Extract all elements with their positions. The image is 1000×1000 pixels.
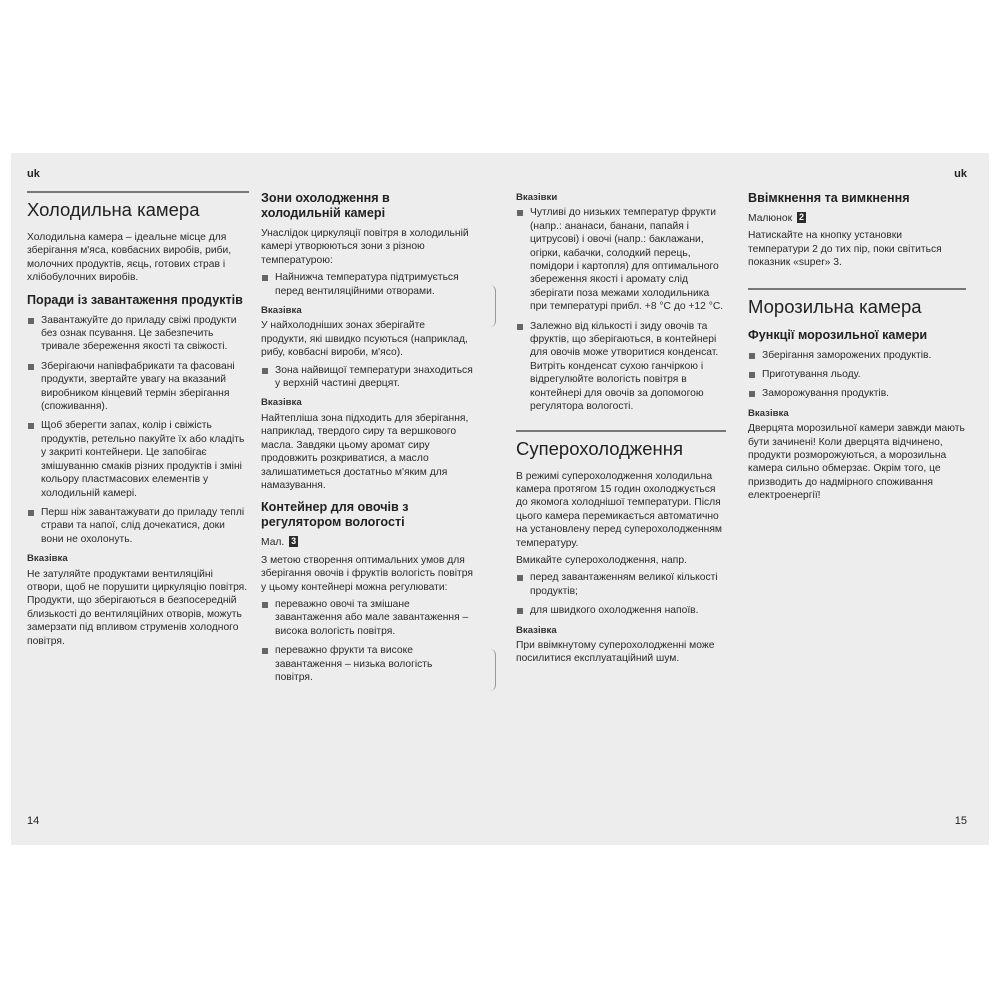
list-item: Щоб зберегти запах, колір і свіжість продуктів, ретельно пакуйте їх або кладіть у закриті контейнери. Це запобігає змішуванню смаків різних продуктів і зміні кольору пластмасових елементів у холодильній камері. — [27, 419, 249, 499]
note-text: Найтепліша зона підходить для зберігання, наприклад, твердого сиру та вершкового масла. Завдяки цьому аромат сиру продовжить розкриватися, а масло залишатиметься достатньо м'яким для намазування. — [261, 412, 469, 491]
list-item: Зона найвищої температури знаходиться у верхній частині дверцят. — [261, 364, 473, 391]
supercooling-list — [516, 571, 726, 617]
right-page — [500, 153, 989, 845]
tips-heading: Поради із завантаження продуктів — [27, 292, 243, 307]
note-label: Вказівка — [261, 397, 302, 409]
supercooling-enable: Вмикайте суперохолодження, напр. — [516, 554, 687, 566]
list-item: Зберігання заморожених продуктів. — [748, 349, 966, 362]
list-item: Заморожування продуктів. — [748, 387, 966, 400]
language-code: uk — [27, 168, 40, 180]
container-heading: Контейнер для овочів з регулятором вологості — [261, 500, 409, 530]
column-freezer — [748, 191, 966, 507]
binding-mark — [487, 649, 496, 691]
note-label: Вказівка — [516, 624, 557, 636]
note-text: Не затуляйте продуктами вентиляційні отвори, щоб не порушити циркуляцію повітря. Продукти, що зберігаються в безпосередній близькості до вентиляційних отворів, можуть замерзати під впливом струменів холодного повітря. — [27, 568, 248, 647]
list-item: для швидкого охолодження напоїв. — [516, 604, 726, 617]
figure-reference — [261, 536, 473, 549]
language-code: uk — [954, 168, 967, 180]
figure-label: Мал. — [261, 537, 285, 549]
onoff-heading: Ввімкнення та вимкнення — [748, 191, 910, 205]
list-item: переважно фрукти та високе завантаження – низька вологість повітря. — [261, 644, 473, 684]
list-item: Найнижча температура підтримується перед вентиляційними отворами. — [261, 271, 473, 298]
manual-spread — [11, 153, 989, 845]
note-label: Вказівка — [748, 407, 789, 419]
zones-list-1 — [261, 271, 473, 298]
list-item: переважно овочі та змішане завантаження або мале завантаження – висока вологість повітря. — [261, 598, 473, 638]
note-text: У найхолодніших зонах зберігайте продукти, які швидко псуються (наприклад, рибу, ковбасні вироби, м'ясо). — [261, 320, 468, 359]
note-text: Дверцята морозильної камери завжди мають бути зачинені! Коли дверцята відчинено, продукти розморожуються, а морозильна камера сильно обмерзає. Окрім того, це призводить до надмірного споживання електроенергії! — [748, 423, 965, 502]
list-item: Залежно від кількості і зиду овочів та фруктів, що зберігаються, в контейнері для овочів може утворитися конденсат. Витріть конденсат сухою ганчіркою і відрегулюйте вологість повітря в контейнері для овочів за допомогою регулятора вологості. — [516, 320, 726, 414]
binding-mark — [487, 285, 496, 327]
zones-intro: Унаслідок циркуляції повітря в холодильній камері утворюються зони з різною температурою: — [261, 228, 469, 266]
page-number: 15 — [954, 815, 967, 827]
onoff-text: Натискайте на кнопку установки температури 2 до тих пір, поки світиться показник «super» 3. — [748, 230, 942, 269]
column-zones — [261, 191, 473, 690]
zones-heading: Зони охолодження в холодильній камері — [261, 191, 390, 220]
container-intro: З метою створення оптимальних умов для зберігання овочів і фруктів вологість повітря у цьому контейнері можна регулювати: — [261, 554, 473, 593]
figure-number-badge: 2 — [798, 212, 804, 222]
list-item: Завантажуйте до приладу свіжі продукти без ознак псування. Це забезпечить тривале збереження якості та свіжості. — [27, 314, 249, 354]
list-item: Чутливі до низьких температур фрукти (напр.: ананаси, банани, папайя і цитрусові) і овочі (напр.: баклажани, огірки, кабачки, солодкий перець, помідори і картопля) для оптимального збереження якості і аромату слід зберігати поза межами холодильника при температурі прибл. +8 °C до +12 °C. — [516, 206, 726, 313]
functions-list — [748, 349, 966, 401]
page-number: 14 — [27, 815, 40, 827]
left-page — [11, 153, 500, 845]
list-item: Приготування льоду. — [748, 368, 966, 381]
section-title-refrigerator: Холодильна камера — [27, 191, 249, 221]
functions-heading: Функції морозильної камери — [748, 327, 928, 342]
note-label: Вказівка — [261, 305, 302, 317]
list-item: перед завантаженням великої кількості продуктів; — [516, 571, 726, 598]
figure-reference — [748, 212, 966, 225]
figure-label: Малюнок — [748, 213, 793, 224]
list-item: Перш ніж завантажувати до приладу теплі страви та напої, слід дочекатися, доки вони не охолонуть. — [27, 506, 249, 546]
notes-list — [516, 206, 726, 413]
zones-list-2 — [261, 364, 473, 391]
column-refrigerator — [27, 191, 249, 652]
list-item: Зберігаючи напівфабрикати та фасовані продукти, звертайте увагу на вказаний виробником кінцевий термін зберігання (споживання). — [27, 360, 249, 414]
refrigerator-intro: Холодильна камера – ідеальне місце для зберігання м'яса, ковбасних виробів, риби, молочних продуктів, яєць, готових страв і хлібобулочних виробів. — [27, 232, 232, 284]
notes-label: Вказівки — [516, 192, 558, 203]
tips-list — [27, 314, 249, 547]
supercooling-intro: В режимі суперохолодження холодильна камера протягом 15 годин охолоджується до якомога холоднішої температури. Після цього камера перемикається автоматично на установлену перед суперохолодженням температуру. — [516, 470, 723, 549]
section-title-freezer: Морозильна камера — [748, 288, 966, 318]
section-title-supercooling: Суперохолодження — [516, 430, 726, 460]
figure-number-badge: 3 — [291, 536, 297, 547]
container-list — [261, 598, 473, 684]
note-label: Вказівка — [27, 553, 68, 565]
column-notes-supercool — [516, 191, 726, 670]
note-text: При ввімкнутому суперохолодженні може посилитися експлуатаційний шум. — [516, 639, 715, 665]
